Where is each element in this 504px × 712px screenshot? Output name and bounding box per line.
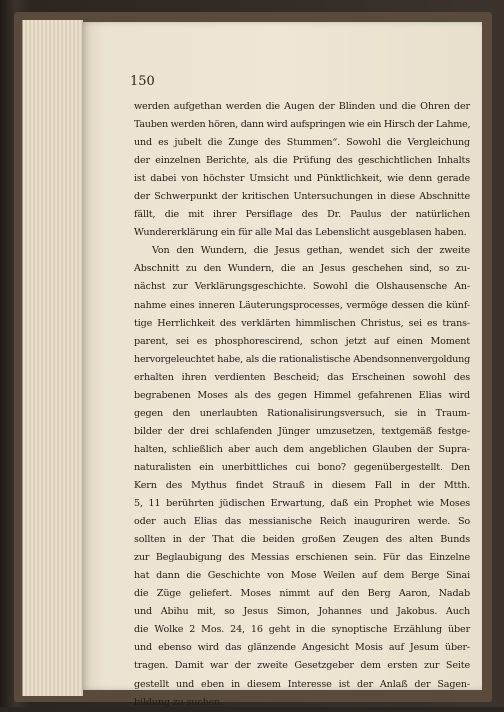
text-line: und ebenso wird das glänzende Angesicht Mosis auf Jesum über-	[134, 642, 470, 654]
text-line: und es jubelt die Zunge des Stummen“. Sowohl die Vergleichung	[134, 137, 470, 149]
text-line: begrabenen Moses als des gegen Himmel gefahrenen Elias wird	[134, 389, 470, 401]
text-line: der Schwerpunkt der kritischen Untersuchungen in diese Abschnitte	[134, 191, 470, 203]
text-line: werden aufgethan werden die Augen der Blinden und die Ohren der	[134, 101, 470, 112]
text-line: gegen den unerlaubten Rationalisirungsversuch, sie in Traum-	[134, 407, 470, 419]
text-line: 5, 11 berührten jüdischen Erwartung, daß ein Prophet wie Moses	[134, 498, 470, 510]
text-line: naturalisten ein unerbittliches cui bono? gegenübergestellt. Den	[134, 461, 470, 473]
text-line: Kern des Mythus findet Strauß in diesem Fall in der Mtth.	[134, 479, 470, 491]
page-edges	[22, 20, 83, 696]
text-line: ist dabei von höchster Umsicht und Pünktlichkeit, wie denn gerade	[134, 173, 470, 185]
book-page	[82, 22, 482, 708]
text-line: gestellt und eben in diesem Interesse ist der Anlaß der Sagen-	[134, 678, 470, 690]
page-number: 150	[130, 74, 155, 89]
text-line: bilder der drei schlafenden Jünger umzusetzen, textgemäß festge-	[134, 425, 470, 437]
text-line: die Wolke 2 Mos. 24, 16 geht in die synoptische Erzählung über	[134, 624, 470, 636]
text-line: nächst zur Verklärungsgeschichte. Sowohl die Olshausensche An-	[134, 281, 470, 293]
text-line: oder auch Elias das messianische Reich inauguriren werde. So	[134, 516, 470, 528]
text-line: der einzelnen Berichte, als die Prüfung des geschichtlichen Inhalts	[134, 155, 470, 167]
body-text	[134, 98, 470, 712]
text-line: zur Beglaubigung des Messias erschienen sein. Für das Einzelne	[134, 552, 470, 564]
text-line: parent, sei es phosphorescirend, schon jetzt auf einen Moment	[134, 335, 470, 347]
text-line: hat dann die Geschichte von Mose Weilen auf dem Berge Sinai	[134, 570, 470, 582]
text-line: tige Herrlichkeit des verklärten himmlischen Christus, sei es trans-	[134, 317, 470, 329]
text-line: und Abihu mit, so Jesus Simon, Johannes und Jakobus. Auch	[134, 606, 470, 618]
text-line: hervorgeleuchtet habe, als die rationalistische Abendsonnenvergoldung	[134, 353, 470, 365]
text-line: Abschnitt zu den Wundern, die an Jesus geschehen sind, so zu-	[134, 263, 470, 275]
text-line: halten, schließlich aber auch dem angeblichen Glauben der Supra-	[134, 443, 470, 455]
text-line: Tauben werden hören, dann wird aufspringen wie ein Hirsch der Lahme,	[134, 119, 471, 131]
text-line: sollten in der That die beiden großen Zeugen des alten Bunds	[134, 534, 470, 546]
text-line: Von den Wundern, die Jesus gethan, wendet sich der zweite	[152, 245, 470, 257]
text-line: die Züge geliefert. Moses nimmt auf den Berg Aaron, Nadab	[134, 588, 470, 600]
text-line: fällt, die mit ihrer Persiflage des Dr. Paulus der natürlichen	[134, 209, 470, 221]
text-line: nahme eines inneren Läuterungsprocesses, vermöge dessen die künf-	[134, 299, 470, 311]
text-line: tragen. Damit war der zweite Gesetzgeber dem ersten zur Seite	[134, 660, 470, 672]
text-line: Wundererklärung ein für alle Mal das Lebenslicht ausgeblasen haben.	[134, 227, 467, 239]
text-line: erhalten ihren verdienten Bescheid; das Erscheinen sowohl des	[134, 371, 470, 383]
text-line: bildung zu suchen.	[134, 696, 224, 708]
